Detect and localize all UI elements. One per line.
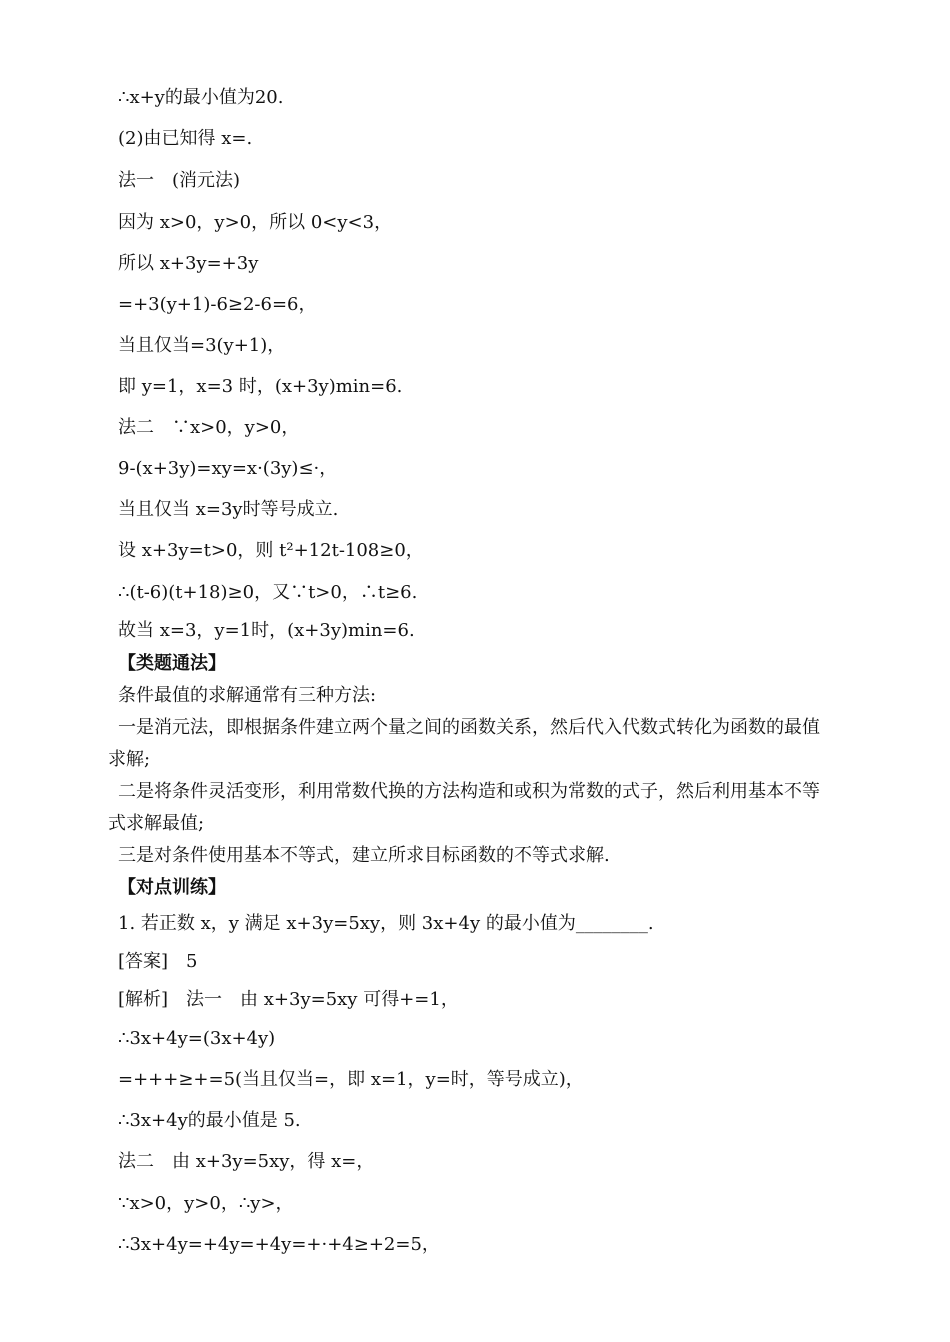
section-heading: 【对点训练】 bbox=[118, 877, 226, 898]
section-heading: 【类题通法】 bbox=[118, 653, 226, 674]
text-line: (2)由已知得 x=. bbox=[118, 128, 253, 149]
solution-line: ∴3x+4y的最小值是 5. bbox=[118, 1110, 301, 1131]
text-line: 故当 x=3，y=1时，(x+3y)min=6. bbox=[118, 620, 415, 641]
solution-line: ∵x>0，y>0，∴y>， bbox=[118, 1193, 294, 1214]
question: 1. 若正数 x，y 满足 x+3y=5xy，则 3x+4y 的最小值为________. bbox=[118, 913, 654, 934]
paragraph: 三是对条件使用基本不等式，建立所求目标函数的不等式求解. bbox=[118, 845, 610, 866]
solution-line: 法二 由 x+3y=5xy，得 x=， bbox=[118, 1151, 375, 1172]
text-line: 9-(x+3y)=xy=x·(3y)≤·， bbox=[118, 458, 338, 479]
text-line: ∴x+y的最小值为20. bbox=[118, 87, 284, 108]
text-line: 法一 (消元法) bbox=[118, 170, 241, 191]
solution-line: [解析] 法一 由 x+3y=5xy 可得+=1， bbox=[118, 989, 459, 1010]
paragraph: 二是将条件灵活变形，利用常数代换的方法构造和或积为常数的式子，然后利用基本不等 bbox=[118, 781, 820, 802]
solution-line: ∴3x+4y=+4y=+4y=+·+4≥+2=5， bbox=[118, 1234, 440, 1255]
answer: [答案] 5 bbox=[118, 951, 198, 972]
text-line: =+3(y+1)-6≥2-6=6， bbox=[118, 294, 317, 315]
paragraph: 一是消元法，即根据条件建立两个量之间的函数关系，然后代入代数式转化为函数的最值 bbox=[118, 717, 820, 738]
paragraph: 条件最值的求解通常有三种方法: bbox=[118, 685, 377, 706]
text-line: 设 x+3y=t>0，则 t²+12t-108≥0， bbox=[118, 540, 424, 561]
text-line: 所以 x+3y=+3y bbox=[118, 253, 259, 274]
paragraph-continuation: 求解; bbox=[108, 749, 151, 770]
paragraph-continuation: 式求解最值; bbox=[108, 813, 205, 834]
text-line: 因为 x>0，y>0，所以 0<y<3， bbox=[118, 212, 393, 233]
text-line: 当且仅当=3(y+1)， bbox=[118, 335, 286, 356]
text-line: 当且仅当 x=3y时等号成立. bbox=[118, 499, 339, 520]
solution-line: =+++≥+=5(当且仅当=，即 x=1，y=时，等号成立)， bbox=[118, 1069, 584, 1090]
text-line: ∴(t-6)(t+18)≥0，又∵t>0，∴t≥6. bbox=[118, 582, 418, 603]
solution-line: ∴3x+4y=(3x+4y) bbox=[118, 1028, 276, 1049]
text-line: 即 y=1，x=3 时，(x+3y)min=6. bbox=[118, 376, 403, 397]
text-line: 法二 ∵x>0，y>0， bbox=[118, 417, 300, 438]
